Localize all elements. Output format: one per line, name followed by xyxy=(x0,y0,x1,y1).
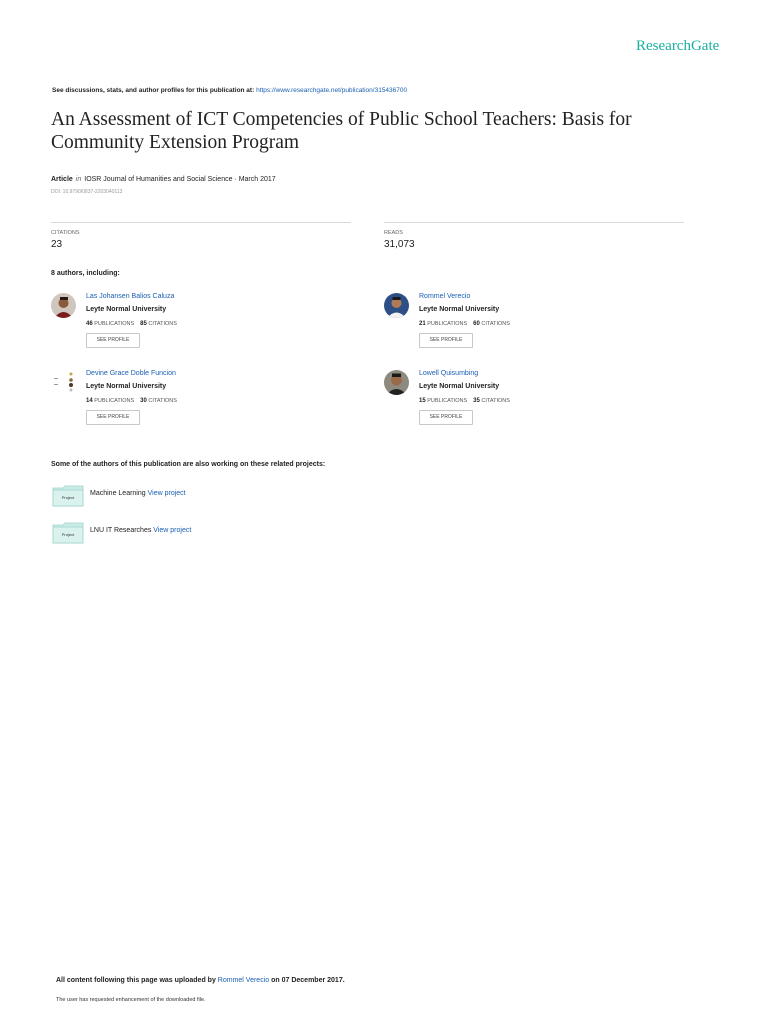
publications-count: 15 xyxy=(419,398,426,404)
see-profile-button[interactable]: SEE PROFILE xyxy=(419,333,473,348)
project-folder-icon xyxy=(52,522,84,544)
project-item xyxy=(52,522,352,546)
project-name: LNU IT Researches xyxy=(90,527,152,534)
author-avatar[interactable] xyxy=(384,370,409,395)
publication-url-link[interactable]: https://www.researchgate.net/publication/315436700 xyxy=(256,87,408,94)
project-title xyxy=(90,527,191,534)
author-avatar[interactable] xyxy=(51,370,76,395)
citations-label: CITATIONS xyxy=(148,321,177,327)
upload-suffix: on 07 December 2017. xyxy=(271,977,345,984)
project-folder-icon xyxy=(52,485,84,507)
author-affiliation: Leyte Normal University xyxy=(419,306,500,313)
publications-count: 21 xyxy=(419,321,426,327)
author-name[interactable]: Las Johansen Balios Caluza xyxy=(86,293,175,300)
citations-label: CITATIONS xyxy=(481,321,510,327)
publications-label: PUBLICATIONS xyxy=(94,398,135,404)
citations-count: 35 xyxy=(473,398,480,404)
author-stats xyxy=(86,321,177,327)
citations-label: CITATIONS xyxy=(481,398,510,404)
citations-label: CITATIONS xyxy=(51,230,80,236)
project-name: Machine Learning xyxy=(90,490,146,497)
researchgate-logo[interactable]: ResearchGate xyxy=(636,38,720,54)
in-word: in xyxy=(75,176,82,183)
article-type: Article xyxy=(51,176,73,183)
citations-count: 30 xyxy=(140,398,147,404)
publications-count: 46 xyxy=(86,321,93,327)
author-affiliation: Leyte Normal University xyxy=(86,306,167,313)
publications-label: PUBLICATIONS xyxy=(427,398,468,404)
project-item xyxy=(52,485,352,509)
uploader-link[interactable]: Rommel Verecio xyxy=(217,977,270,984)
doi: DOI: 10.9790/0837-2203040113 xyxy=(51,189,123,195)
author-card xyxy=(51,370,371,440)
citations-count: 85 xyxy=(140,321,147,327)
publications-count: 14 xyxy=(86,398,93,404)
see-profile-button[interactable]: SEE PROFILE xyxy=(419,410,473,425)
author-card xyxy=(384,293,704,363)
discussion-note xyxy=(52,87,407,94)
upload-prefix: All content following this page was uploaded by xyxy=(56,977,216,984)
author-affiliation: Leyte Normal University xyxy=(86,383,167,390)
project-folder-label: Project xyxy=(61,495,75,500)
author-stats xyxy=(419,398,510,404)
author-affiliation: Leyte Normal University xyxy=(419,383,500,390)
author-avatar[interactable] xyxy=(384,293,409,318)
citations-count: 60 xyxy=(473,321,480,327)
request-note: The user has requested enhancement of the downloaded file. xyxy=(56,997,206,1003)
reads-value: 31,073 xyxy=(384,239,415,250)
projects-heading: Some of the authors of this publication are also working on these related projects: xyxy=(51,461,326,468)
author-avatar[interactable] xyxy=(51,293,76,318)
authors-heading: 8 authors, including: xyxy=(51,270,120,277)
author-card xyxy=(51,293,371,363)
paper-title: An Assessment of ICT Competencies of Public School Teachers: Basis for Community Extension Program xyxy=(51,109,632,153)
publications-label: PUBLICATIONS xyxy=(94,321,135,327)
view-project-link[interactable]: View project xyxy=(153,527,192,534)
project-folder-label: Project xyxy=(61,532,75,537)
author-stats xyxy=(419,321,510,327)
author-name[interactable]: Devine Grace Doble Funcion xyxy=(86,370,176,377)
see-profile-button[interactable]: SEE PROFILE xyxy=(86,410,140,425)
see-profile-button[interactable]: SEE PROFILE xyxy=(86,333,140,348)
upload-note xyxy=(56,977,345,984)
citations-label: CITATIONS xyxy=(148,398,177,404)
author-stats xyxy=(86,398,177,404)
citations-value: 23 xyxy=(51,239,63,250)
project-title xyxy=(90,490,186,497)
view-project-link[interactable]: View project xyxy=(147,490,186,497)
divider-left xyxy=(51,222,351,223)
article-meta xyxy=(51,176,276,183)
author-name[interactable]: Lowell Quisumbing xyxy=(419,370,479,377)
reads-label: READS xyxy=(384,230,403,236)
divider-right xyxy=(384,222,684,223)
discussion-note-text: See discussions, stats, and author profiles for this publication at: xyxy=(52,87,255,94)
author-name[interactable]: Rommel Verecio xyxy=(419,293,471,300)
publications-label: PUBLICATIONS xyxy=(427,321,468,327)
journal-date: IOSR Journal of Humanities and Social Science · March 2017 xyxy=(84,176,276,183)
author-card xyxy=(384,370,704,440)
